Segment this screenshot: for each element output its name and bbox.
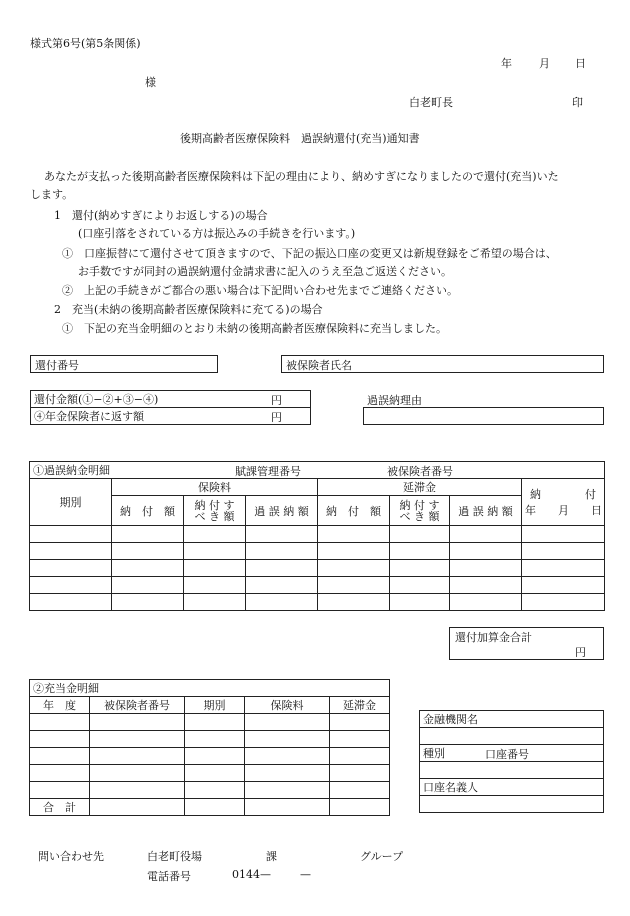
- overpayment-row: [30, 543, 605, 560]
- overpayment-cell[interactable]: [30, 543, 112, 560]
- overpayment-cell[interactable]: [184, 543, 246, 560]
- paid-date-header: [522, 479, 605, 526]
- account-holder-label: 口座名義人: [420, 779, 604, 796]
- overpayment-cell[interactable]: [522, 526, 605, 543]
- period-header: 期別: [185, 697, 245, 714]
- appropriation-cell[interactable]: [90, 714, 185, 731]
- overpayment-cell[interactable]: [30, 560, 112, 577]
- overpayment-cell[interactable]: [522, 560, 605, 577]
- appropriation-cell[interactable]: [245, 714, 330, 731]
- account-type-field[interactable]: [420, 762, 604, 779]
- overpayment-cell[interactable]: [112, 543, 184, 560]
- overpayment-cell[interactable]: [112, 526, 184, 543]
- item1-1-text: ① 口座振替にて還付させて頂きますので、下記の振込口座の変更又は新規登録をご希望の場合は、: [62, 247, 557, 260]
- overpayment-cell[interactable]: [112, 577, 184, 594]
- overpayment-cell[interactable]: [390, 543, 450, 560]
- overpayment-cell[interactable]: [390, 560, 450, 577]
- appropriation-cell[interactable]: [185, 731, 245, 748]
- overpayment-cell[interactable]: [390, 594, 450, 611]
- date-month: 月: [539, 57, 550, 70]
- overpayment-cell[interactable]: [184, 594, 246, 611]
- phone-separator: —: [300, 868, 311, 881]
- appropriation-cell[interactable]: [30, 748, 90, 765]
- overpayment-cell[interactable]: [318, 560, 390, 577]
- insured-name-field[interactable]: [281, 355, 604, 373]
- bank-institution-field[interactable]: [420, 728, 604, 745]
- appropriation-cell[interactable]: [90, 782, 185, 799]
- overpayment-cell[interactable]: [390, 577, 450, 594]
- account-number-label: 口座番号: [485, 748, 529, 761]
- insured-number-label: 被保険者番号: [387, 465, 453, 478]
- appropriation-total-cell[interactable]: [90, 799, 185, 816]
- overpayment-cell[interactable]: [246, 560, 318, 577]
- overpayment-cell[interactable]: [184, 526, 246, 543]
- overpayment-row: [30, 560, 605, 577]
- late-due-line2: べ き 額: [399, 509, 440, 523]
- insured-name-label: 被保険者氏名: [286, 359, 352, 372]
- appropriation-cell[interactable]: [330, 714, 390, 731]
- overpayment-cell[interactable]: [184, 560, 246, 577]
- reason-label: 過誤納理由: [367, 394, 422, 407]
- item1-heading: 1 還付(納めすぎによりお返しする)の場合: [54, 209, 268, 222]
- appropriation-row: [30, 731, 390, 748]
- assessment-number-label: 賦課管理番号: [235, 465, 301, 478]
- intro-text: あなたが支払った後期高齢者医療保険料は下記の理由により、納めすぎになりましたので還付(充当)いた: [44, 170, 559, 183]
- refund-amount-label: 還付金額(①−②+③−④): [34, 393, 159, 406]
- addressee-suffix: 様: [145, 76, 156, 89]
- issuer: 白老町長: [409, 96, 453, 109]
- overpayment-cell[interactable]: [318, 543, 390, 560]
- late-due-line1: 納 付 す: [399, 498, 440, 512]
- late-fee-header: 延滞金: [330, 697, 390, 714]
- overpayment-cell[interactable]: [450, 526, 522, 543]
- overpayment-cell[interactable]: [390, 526, 450, 543]
- premium-due-line1: 納 付 す: [194, 498, 235, 512]
- premium-header: 保険料: [245, 697, 330, 714]
- overpayment-cell[interactable]: [450, 594, 522, 611]
- overpayment-cell[interactable]: [112, 560, 184, 577]
- appropriation-total-cell[interactable]: [245, 799, 330, 816]
- appropriation-cell[interactable]: [30, 782, 90, 799]
- late-due-header: [390, 496, 450, 526]
- overpayment-title-row: [30, 462, 605, 479]
- overpayment-cell[interactable]: [246, 594, 318, 611]
- appropriation-cell[interactable]: [330, 765, 390, 782]
- appropriation-cell[interactable]: [245, 748, 330, 765]
- late-paid-header: 納 付 額: [318, 496, 390, 526]
- overpayment-cell[interactable]: [450, 577, 522, 594]
- addition-total-unit: 円: [575, 646, 586, 659]
- appropriation-row: [30, 748, 390, 765]
- appropriation-cell[interactable]: [330, 748, 390, 765]
- premium-due-header: [184, 496, 246, 526]
- pension-return-label: ④年金保険者に返す額: [34, 410, 144, 423]
- appropriation-row: [30, 714, 390, 731]
- refund-amount-table: [30, 390, 311, 425]
- overpayment-cell[interactable]: [522, 577, 605, 594]
- overpayment-cell[interactable]: [112, 594, 184, 611]
- date-year: 年: [501, 57, 512, 70]
- appropriation-cell[interactable]: [90, 731, 185, 748]
- period-header: 期別: [30, 479, 112, 526]
- overpayment-row: [30, 594, 605, 611]
- refund-number-label: 還付番号: [35, 359, 79, 372]
- premium-due-line2: べ き 額: [194, 509, 235, 523]
- overpayment-cell[interactable]: [522, 543, 605, 560]
- overpayment-cell[interactable]: [30, 526, 112, 543]
- reason-field[interactable]: [363, 407, 604, 425]
- fiscal-year-header: 年 度: [30, 697, 90, 714]
- appropriation-cell[interactable]: [90, 748, 185, 765]
- premium-over-header: 過 誤 納 額: [246, 496, 318, 526]
- overpayment-cell[interactable]: [184, 577, 246, 594]
- late-fee-header: 延滞金: [318, 479, 522, 496]
- item1-note: (口座引落をされている方は振込みの手続きを行います。): [78, 227, 356, 240]
- appropriation-cell[interactable]: [90, 765, 185, 782]
- overpayment-title: ①過誤納金明細: [33, 464, 110, 477]
- phone-prefix: 0144—: [232, 868, 271, 881]
- overpayment-cell[interactable]: [318, 594, 390, 611]
- appropriation-cell[interactable]: [30, 765, 90, 782]
- phone-label: 電話番号: [147, 870, 191, 883]
- late-over-header: 過 誤 納 額: [450, 496, 522, 526]
- premium-paid-header: 納 付 額: [112, 496, 184, 526]
- contact-group: グループ: [360, 850, 404, 863]
- overpayment-row: [30, 526, 605, 543]
- pension-return-field[interactable]: [31, 408, 311, 425]
- overpayment-cell[interactable]: [246, 543, 318, 560]
- overpayment-cell[interactable]: [318, 526, 390, 543]
- appropriation-total-cell[interactable]: [330, 799, 390, 816]
- appropriation-cell[interactable]: [30, 714, 90, 731]
- overpayment-row: [30, 577, 605, 594]
- item1-1-text-cont: お手数ですが同封の過誤納還付金請求書に記入のうえ至急ご返送ください。: [78, 265, 452, 278]
- contact-section: 課: [266, 850, 277, 863]
- appropriation-cell[interactable]: [245, 765, 330, 782]
- contact-office: 白老町役場: [147, 850, 202, 863]
- item2-heading: 2 充当(未納の後期高齢者医療保険料に充てる)の場合: [54, 303, 323, 316]
- seal-mark: 印: [572, 96, 583, 109]
- overpayment-cell[interactable]: [450, 560, 522, 577]
- overpayment-table: [29, 461, 605, 611]
- premium-header: 保険料: [112, 479, 318, 496]
- bank-institution-label: 金融機関名: [420, 711, 604, 728]
- appropriation-row: [30, 782, 390, 799]
- appropriation-total-label: 合 計: [30, 799, 90, 816]
- refund-amount-unit: 円: [271, 394, 282, 407]
- appropriation-title: ②充当金明細: [30, 680, 390, 697]
- document-title: 後期高齢者医療保険料 過誤納還付(充当)通知書: [180, 132, 420, 145]
- appropriation-total-cell[interactable]: [185, 799, 245, 816]
- appropriation-cell[interactable]: [330, 782, 390, 799]
- appropriation-table: [29, 679, 390, 816]
- appropriation-cell[interactable]: [185, 782, 245, 799]
- account-type-row: [420, 745, 604, 762]
- overpayment-cell[interactable]: [522, 594, 605, 611]
- appropriation-cell[interactable]: [330, 731, 390, 748]
- paid-date-header-line1: 納 付: [530, 488, 596, 501]
- appropriation-cell[interactable]: [245, 731, 330, 748]
- item1-2-text: ② 上記の手続きがご都合の悪い場合は下記問い合わせ先までご連絡ください。: [62, 284, 458, 297]
- overpayment-cell[interactable]: [30, 577, 112, 594]
- date-day: 日: [575, 57, 586, 70]
- appropriation-cell[interactable]: [185, 714, 245, 731]
- paid-date-header-line2: 年 月 日: [525, 504, 602, 517]
- item2-1-text: ① 下記の充当金明細のとおり未納の後期高齢者医療保険料に充当しました。: [62, 322, 447, 335]
- appropriation-cell[interactable]: [245, 782, 330, 799]
- form-number: 様式第6号(第5条関係): [30, 37, 141, 50]
- appropriation-cell[interactable]: [30, 731, 90, 748]
- appropriation-cell[interactable]: [185, 765, 245, 782]
- contact-label: 問い合わせ先: [38, 850, 104, 863]
- pension-return-unit: 円: [271, 411, 282, 424]
- insured-number-header: 被保険者番号: [90, 697, 185, 714]
- account-type-label: 種別: [423, 747, 445, 760]
- addition-total-label: 還付加算金合計: [455, 631, 532, 644]
- addition-total-box: [449, 627, 604, 660]
- overpayment-cell[interactable]: [30, 594, 112, 611]
- overpayment-cell[interactable]: [246, 526, 318, 543]
- refund-amount-field[interactable]: [31, 391, 311, 408]
- appropriation-cell[interactable]: [185, 748, 245, 765]
- account-holder-field[interactable]: [420, 796, 604, 813]
- intro-text-cont: します。: [30, 188, 74, 201]
- overpayment-cell[interactable]: [318, 577, 390, 594]
- overpayment-cell[interactable]: [246, 577, 318, 594]
- bank-account-table: [419, 710, 604, 813]
- appropriation-row: [30, 765, 390, 782]
- overpayment-cell[interactable]: [450, 543, 522, 560]
- refund-number-field[interactable]: [30, 355, 218, 373]
